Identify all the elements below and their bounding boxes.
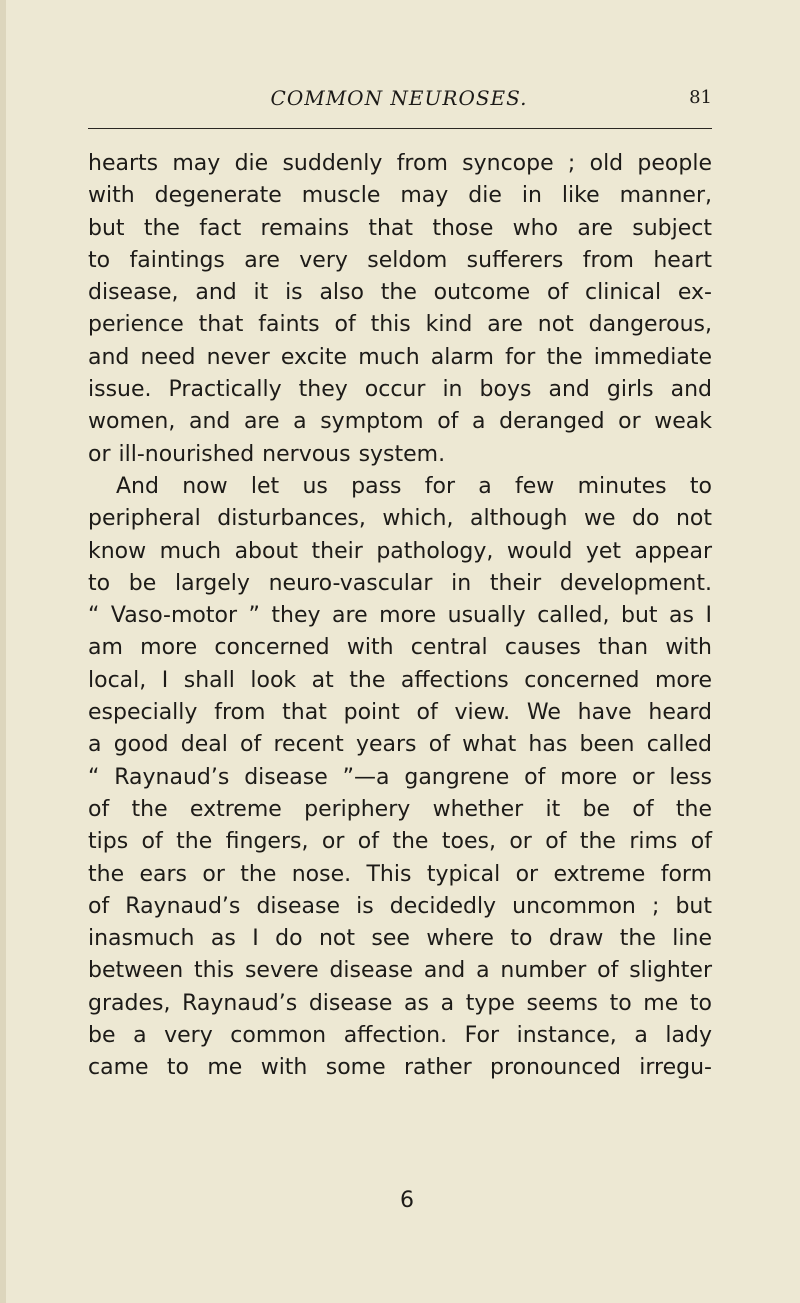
text-line: disease, and it is also the outcome of clinical ex- xyxy=(88,280,712,306)
text-line: to be largely neuro-vascular in their development. xyxy=(88,570,712,596)
running-title: COMMON NEUROSES. xyxy=(270,86,528,110)
text-line: women, and are a symptom of a deranged or weak xyxy=(88,409,712,435)
text-line: or ill-nourished nervous system. xyxy=(88,441,446,467)
text-line: issue. Practically they occur in boys and girls and xyxy=(88,377,712,403)
text-line: to faintings are very seldom sufferers from heart xyxy=(88,247,712,273)
page-gutter xyxy=(0,0,6,1303)
text-line: be a very common affection. For instance, a lady xyxy=(88,1023,712,1049)
text-line: the ears or the nose. This typical or extreme form xyxy=(88,861,712,887)
text-line: with degenerate muscle may die in like manner, xyxy=(88,183,712,209)
text-line: came to me with some rather pronounced irregu- xyxy=(88,1055,712,1081)
text-line: know much about their pathology, would yet appear xyxy=(88,538,712,564)
text-line: hearts may die suddenly from syncope ; old people xyxy=(88,151,712,176)
text-line: of Raynaud’s disease is decidedly uncommon ; but xyxy=(88,893,712,919)
body-text xyxy=(88,148,712,1085)
running-header xyxy=(88,83,712,113)
header-rule xyxy=(88,128,712,129)
text-line: grades, Raynaud’s disease as a type seems to me to xyxy=(88,990,712,1016)
text-line: And now let us pass for a few minutes to xyxy=(116,473,712,499)
text-line: “ Vaso-motor ” they are more usually called, but as I xyxy=(88,603,712,629)
page-number: 81 xyxy=(689,87,712,108)
text-line: especially from that point of view. We have heard xyxy=(88,700,712,726)
text-line: of the extreme periphery whether it be of the xyxy=(88,796,712,822)
text-line: a good deal of recent years of what has been called xyxy=(88,732,712,758)
signature-mark: 6 xyxy=(400,1188,414,1213)
text-line: but the fact remains that those who are subject xyxy=(88,215,712,241)
text-line: peripheral disturbances, which, although we do not xyxy=(88,506,712,532)
text-line: am more concerned with central causes than with xyxy=(88,635,712,661)
text-line: tips of the fingers, or of the toes, or of the rims of xyxy=(88,829,712,855)
text-line: and need never excite much alarm for the immediate xyxy=(88,344,712,370)
text-line: local, I shall look at the affections concerned more xyxy=(88,667,712,693)
text-line: perience that faints of this kind are not dangerous, xyxy=(88,312,712,338)
text-line: between this severe disease and a number of slighter xyxy=(88,958,712,984)
text-line: inasmuch as I do not see where to draw the line xyxy=(88,926,712,952)
text-line: “ Raynaud’s disease ”—a gangrene of more or less xyxy=(88,764,712,790)
